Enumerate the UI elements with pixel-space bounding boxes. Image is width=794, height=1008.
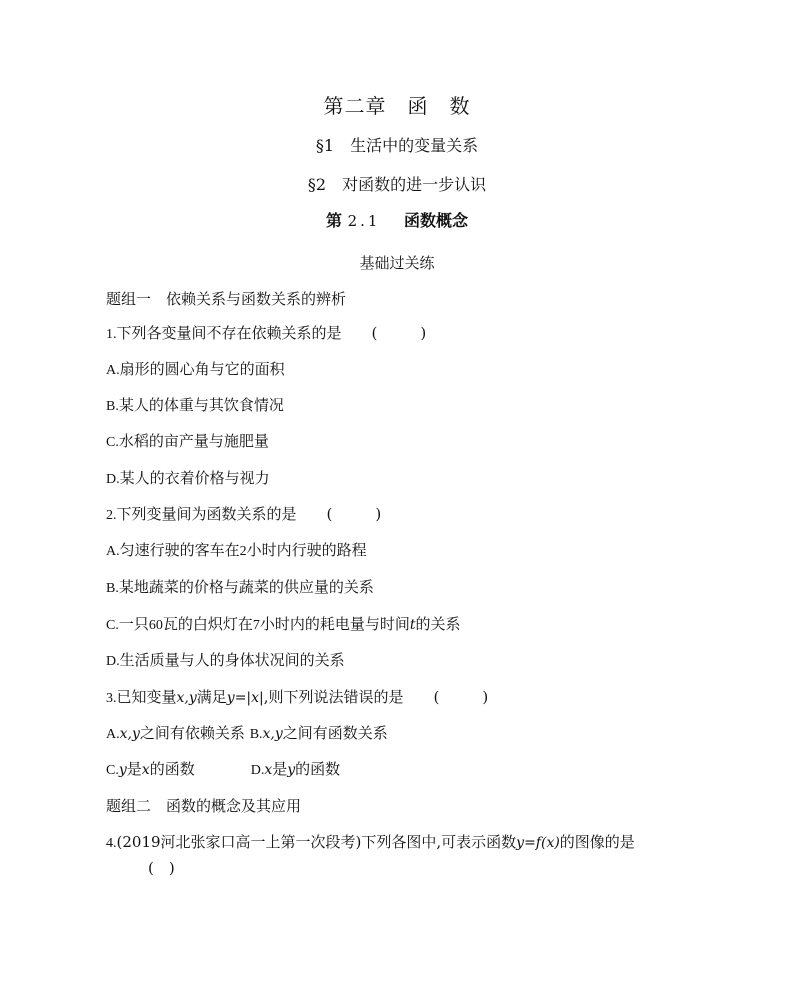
q1-option-a: A.扇形的圆心角与它的面积 bbox=[106, 360, 285, 378]
q2-option-d: D.生活质量与人的身体状况间的关系 bbox=[106, 651, 345, 669]
q2-option-a: A.匀速行驶的客车在2小时内行驶的路程 bbox=[106, 541, 367, 559]
section-1-title: §1 生活中的变量关系 bbox=[315, 136, 479, 155]
section-2-title: §2 对函数的进一步认识 bbox=[307, 175, 487, 194]
question-1 bbox=[106, 322, 440, 346]
q1-option-d: D.某人的衣着价格与视力 bbox=[106, 469, 270, 487]
q3-options-cd: C.y是x的函数 D.x是y的函数 bbox=[106, 760, 341, 778]
question-3: 3.已知变量x,y满足y=|x|,则下列说法错误的是 ( ) bbox=[106, 688, 503, 706]
section-3-text: 函数概念 bbox=[404, 211, 469, 230]
question-number: 1. bbox=[106, 327, 117, 342]
q1-option-c: C.水稻的亩产量与施肥量 bbox=[106, 432, 269, 450]
q2-option-c: C.一只60瓦的白炽灯在7小时内的耗电量与时间t的关系 bbox=[106, 615, 461, 633]
section-3-prefix: 第 bbox=[325, 211, 342, 230]
section-2-1-title bbox=[0, 208, 794, 231]
q4-answer-paren: ( ) bbox=[148, 859, 175, 877]
group-2-heading: 题组二 函数的概念及其应用 bbox=[106, 797, 302, 815]
practice-title: 基础过关练 bbox=[359, 254, 435, 272]
q2-option-b: B.某地蔬菜的价格与蔬菜的供应量的关系 bbox=[106, 578, 374, 596]
group-1-heading: 题组一 依赖关系与函数关系的辨析 bbox=[106, 290, 347, 308]
answer-paren: ( ) bbox=[371, 324, 441, 342]
q1-option-b: B.某人的体重与其饮食情况 bbox=[106, 396, 284, 414]
question-4: 4.(2019河北张家口高一上第一次段考)下列各图中,可表示函数y=f(x)的图像的是 bbox=[106, 833, 635, 851]
chapter-title: 第二章 函 数 bbox=[323, 94, 471, 118]
q3-options-ab: A.x,y之间有依赖关系 B.x,y之间有函数关系 bbox=[106, 724, 388, 742]
formula-abs: y=|x| bbox=[226, 690, 264, 706]
question-text: 下列各变量间不存在依赖关系的是 bbox=[116, 324, 342, 342]
section-3-number: 2.1 bbox=[347, 212, 381, 230]
question-2: 2.下列变量间为函数关系的是 ( ) bbox=[106, 505, 396, 523]
